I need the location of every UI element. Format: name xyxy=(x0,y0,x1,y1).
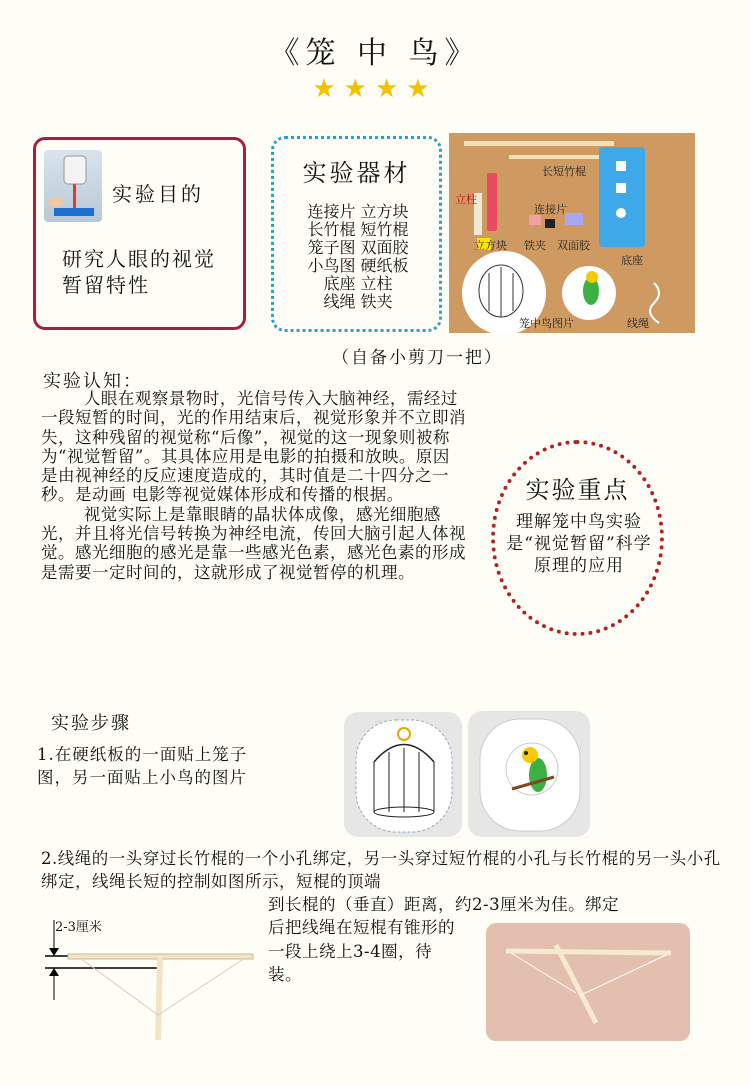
photo-label: 双面胶 xyxy=(557,240,590,252)
purpose-heading: 实验目的 xyxy=(112,182,204,206)
self-prepare-note: （自备小剪刀一把） xyxy=(332,348,503,368)
materials-line: 小鸟图 硬纸板 xyxy=(307,256,409,275)
photo-label: 底座 xyxy=(621,255,643,267)
purpose-text: 研究人眼的视觉暂留特性 xyxy=(62,247,216,297)
rating-stars: ★★★★ xyxy=(312,74,438,104)
photo-label: 铁夹 xyxy=(524,240,546,252)
page-title: 《笼 中 鸟》 xyxy=(269,36,481,71)
photo-label: 长短竹棍 xyxy=(542,166,586,178)
assembled-sticks-photo xyxy=(486,923,690,1041)
recognition-paragraph: 人眼在观察景物时，光信号传入大脑神经，需经过一段短暂的时间，光的作用结束后，视觉形象并不立即消失，这种残留的视觉称“后像”，视觉的这一现象则被称为“视觉暂留”。其具体应用是电影的拍摄和放映。原因是由视神经的反应速度造成的，其时值是二十四分之一秒。是动画 电影等视觉媒体形成和传播的根据。 xyxy=(41,389,466,505)
steps-heading: 实验步骤 xyxy=(51,713,131,734)
step-2-text: 2.线绳的一头穿过长竹棍的一个小孔绑定，另一头穿过短竹棍的小孔与长竹棍的另一头小孔绑定，线绳长短的控制如图所示，短棍的顶端 xyxy=(41,849,721,891)
bird-card-photo xyxy=(468,711,590,837)
materials-line: 笼子图 双面胶 xyxy=(307,238,409,257)
materials-line: 底座 立柱 xyxy=(323,274,393,293)
materials-line: 长竹棍 短竹棍 xyxy=(307,220,409,239)
step-2-text-cont: 到长棍的（垂直）距离，约2-3厘米为佳。绑定 xyxy=(268,895,620,914)
step-1-text: 1.在硬纸板的一面贴上笼子图，另一面贴上小鸟的图片 xyxy=(37,745,248,787)
recognition-body xyxy=(41,389,466,582)
materials-list xyxy=(278,203,438,311)
distance-annotation: 2-3厘米 xyxy=(55,920,102,935)
photo-label: 立方块 xyxy=(474,240,507,252)
recognition-heading: 实验认知： xyxy=(43,371,143,392)
photo-label: 线绳 xyxy=(627,318,649,330)
focus-text: 理解笼中鸟实验是“视觉暂留”科学原理的应用 xyxy=(506,512,652,576)
focus-heading: 实验重点 xyxy=(525,476,630,504)
materials-line: 线绳 铁夹 xyxy=(323,292,393,311)
photo-label: 笼中鸟图片 xyxy=(519,318,574,330)
experiment-thumbnail xyxy=(44,150,102,222)
materials-photo xyxy=(449,133,695,333)
step-2-text-rest: 后把线绳在短棍有锥形的一段上绕上3-4圈，待装。 xyxy=(268,918,455,984)
photo-label: 连接片 xyxy=(534,204,567,216)
recognition-paragraph: 视觉实际上是靠眼睛的晶状体成像，感光细胞感光，并且将光信号转换为神经电流，传回大脑引起人体视觉。感光细胞的感光是靠一些感光色素，感光色素的形成是需要一定时间的，这就形成了视觉暂停的机理。 xyxy=(41,504,466,582)
materials-line: 连接片 立方块 xyxy=(307,202,409,221)
cage-card-photo xyxy=(344,712,462,837)
photo-label: 立柱 xyxy=(455,194,477,206)
materials-heading: 实验器材 xyxy=(302,159,411,187)
